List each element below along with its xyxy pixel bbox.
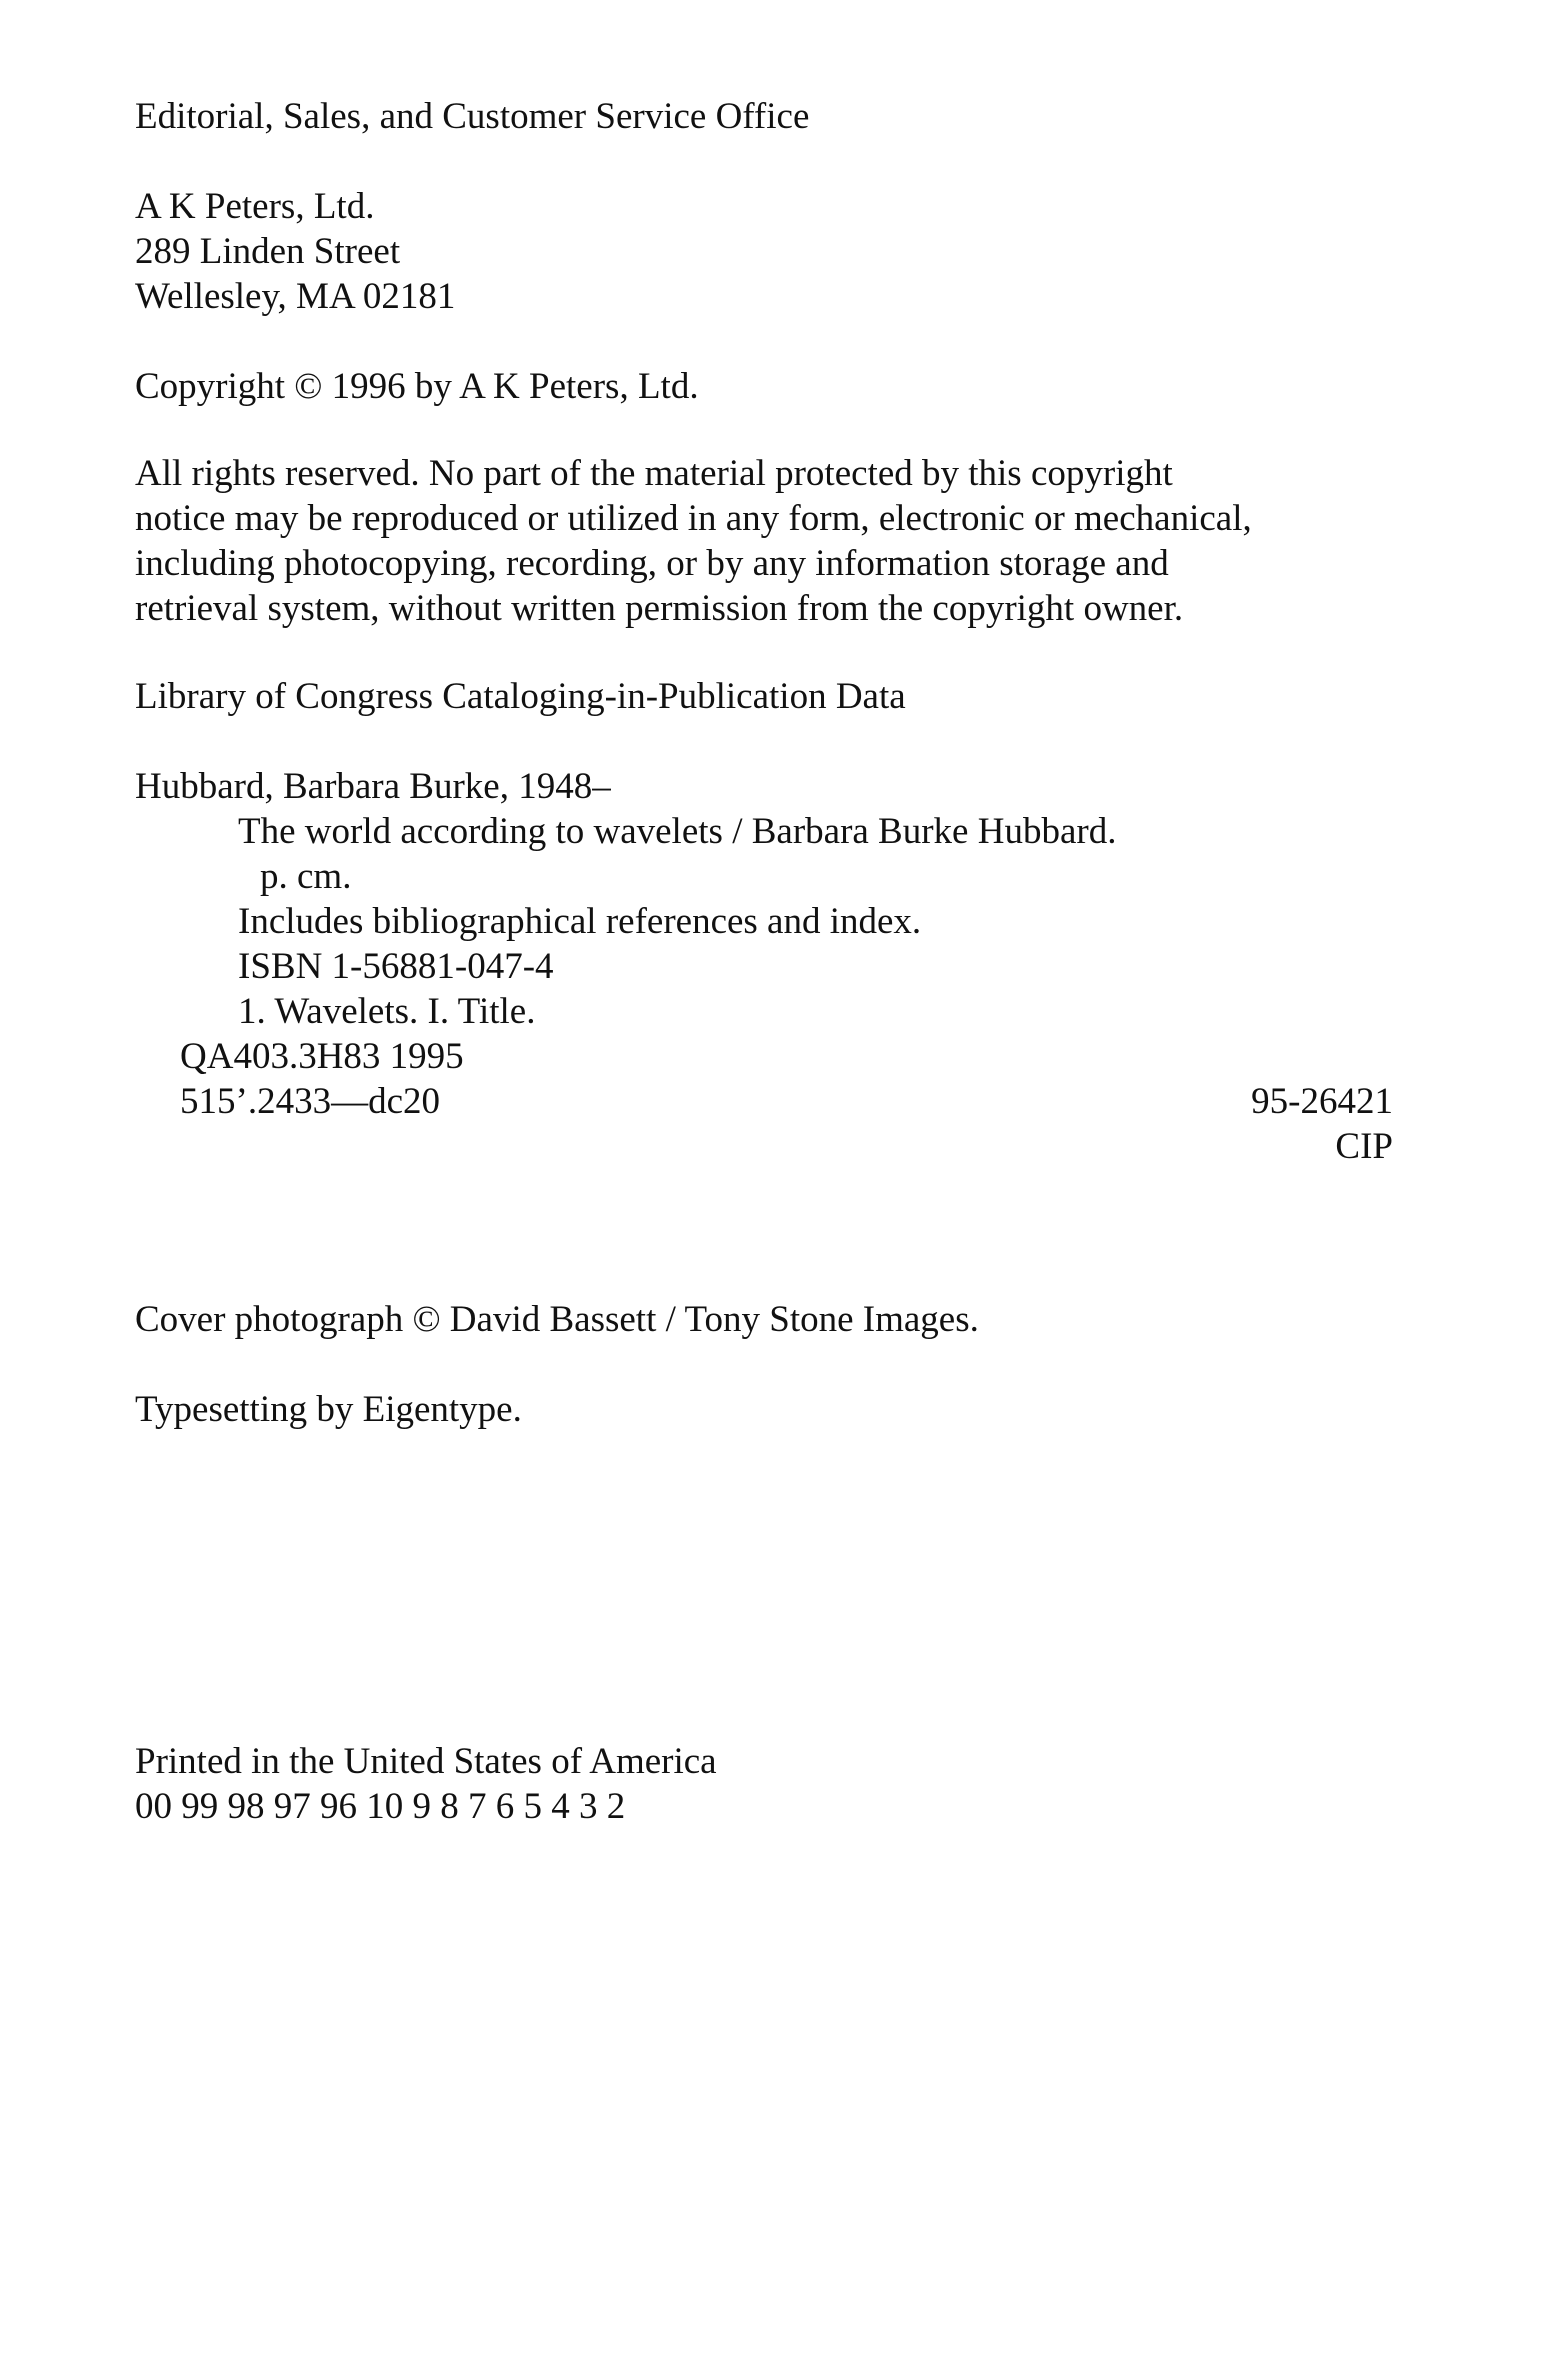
printed-in: Printed in the United States of America bbox=[135, 1741, 717, 1782]
publisher-city: Wellesley, MA 02181 bbox=[135, 276, 456, 317]
rights-line: All rights reserved. No part of the material protected by this copyright bbox=[135, 453, 1173, 494]
typesetting-credit: Typesetting by Eigentype. bbox=[135, 1389, 522, 1430]
cip-pages: p. cm. bbox=[260, 856, 352, 897]
cip-isbn: ISBN 1-56881-047-4 bbox=[238, 946, 554, 987]
cip-lccn: 95-26421 bbox=[1251, 1081, 1393, 1122]
cip-lc-class: QA403.3H83 1995 bbox=[180, 1036, 464, 1077]
cip-title: The world according to wavelets / Barbara Burke Hubbard. bbox=[238, 811, 1117, 852]
cip-author: Hubbard, Barbara Burke, 1948– bbox=[135, 766, 611, 807]
publisher-street: 289 Linden Street bbox=[135, 231, 401, 272]
copyright-notice: Copyright © 1996 by A K Peters, Ltd. bbox=[135, 366, 699, 407]
cip-label: CIP bbox=[1335, 1126, 1393, 1167]
cip-subjects: 1. Wavelets. I. Title. bbox=[238, 991, 536, 1032]
cip-heading: Library of Congress Cataloging-in-Publication Data bbox=[135, 676, 906, 717]
rights-line: notice may be reproduced or utilized in any form, electronic or mechanical, bbox=[135, 498, 1252, 539]
publisher-name: A K Peters, Ltd. bbox=[135, 186, 375, 227]
cover-credit: Cover photograph © David Bassett / Tony Stone Images. bbox=[135, 1299, 979, 1340]
rights-line: including photocopying, recording, or by any information storage and bbox=[135, 543, 1169, 584]
print-line: 00 99 98 97 96 10 9 8 7 6 5 4 3 2 bbox=[135, 1786, 626, 1827]
cip-includes: Includes bibliographical references and index. bbox=[238, 901, 922, 942]
office-heading: Editorial, Sales, and Customer Service Office bbox=[135, 96, 810, 137]
cip-dewey: 515’.2433—dc20 bbox=[180, 1081, 440, 1122]
rights-line: retrieval system, without written permission from the copyright owner. bbox=[135, 588, 1184, 629]
